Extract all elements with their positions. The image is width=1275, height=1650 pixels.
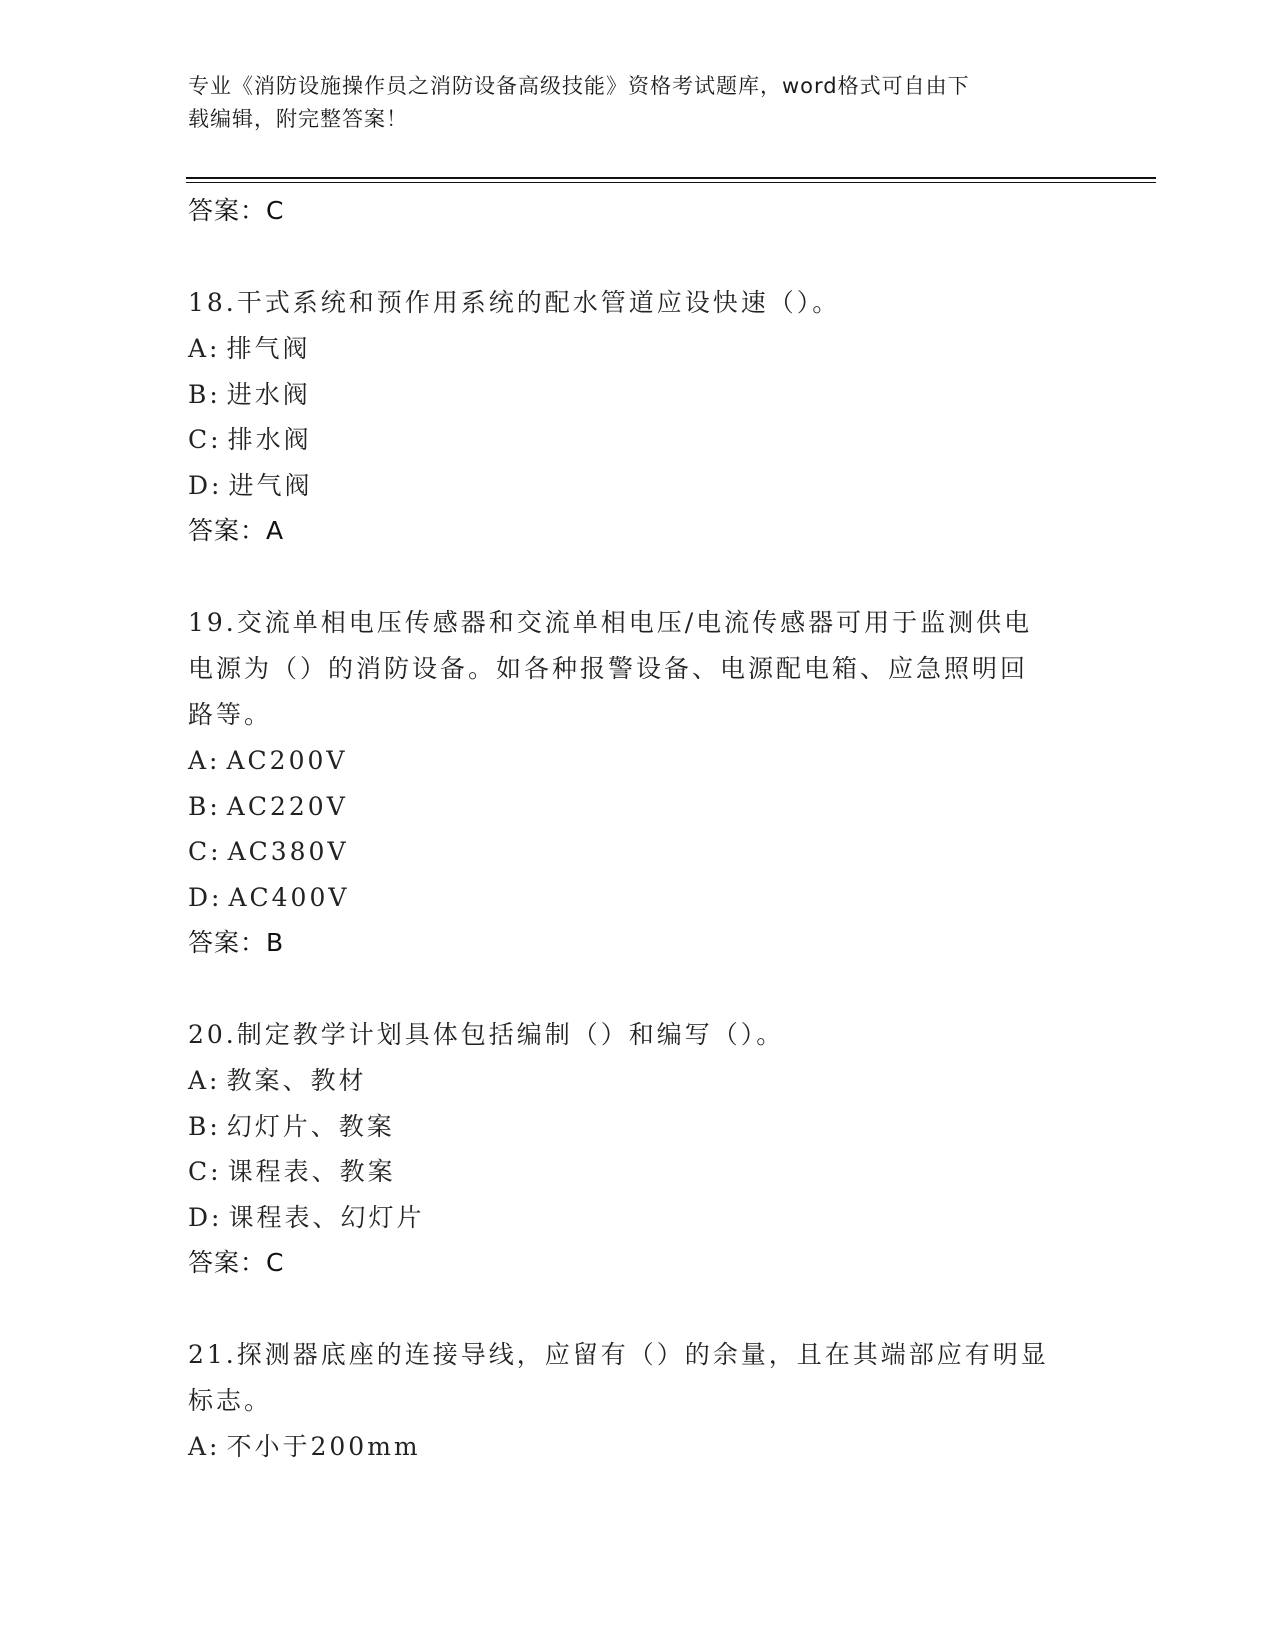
option-letter: D: — [188, 882, 223, 912]
option-letter: D: — [188, 1202, 223, 1232]
option-item — [188, 1104, 1088, 1150]
question-list — [188, 188, 1088, 1470]
answer-line: 答案：A — [188, 516, 285, 545]
option-item — [188, 1195, 1088, 1241]
option-item — [188, 1058, 1088, 1104]
option-letter: C: — [188, 1157, 222, 1186]
option-letter: A: — [188, 1066, 221, 1095]
option-text: 排气阀 — [226, 334, 311, 363]
option-letter: C: — [188, 425, 222, 454]
question-block — [188, 1332, 1088, 1470]
option-text: 课程表、教案 — [227, 1157, 396, 1186]
option-text: 课程表、幻灯片 — [228, 1202, 425, 1232]
option-text: 排水阀 — [227, 425, 312, 454]
option-item — [188, 784, 1088, 830]
option-item — [188, 875, 1088, 921]
option-text: 教案、教材 — [226, 1066, 367, 1095]
question-text-line: 路等。 — [188, 700, 273, 729]
question-block — [188, 1012, 1088, 1286]
option-letter: B: — [188, 791, 221, 821]
option-item — [188, 463, 1088, 509]
option-letter: A: — [188, 746, 221, 775]
option-text: AC380V — [227, 837, 349, 866]
header-divider-thin — [186, 182, 1156, 183]
option-text: 进气阀 — [228, 470, 313, 500]
question-text-line: 19.交流单相电压传感器和交流单相电压/电流传感器可用于监测供电 — [188, 608, 1033, 637]
option-item — [188, 326, 1088, 372]
option-item — [188, 738, 1088, 784]
option-letter: D: — [188, 470, 223, 500]
option-text: 幻灯片、教案 — [226, 1111, 395, 1141]
question-block — [188, 600, 1088, 966]
question-text-line: 18.干式系统和预作用系统的配水管道应设快速（）。 — [188, 288, 841, 317]
question-text-line: 标志。 — [188, 1386, 273, 1415]
question-text-line: 电源为（）的消防设备。如各种报警设备、电源配电箱、应急照明回 — [188, 654, 1029, 683]
option-text: AC220V — [226, 791, 348, 821]
option-text: 进水阀 — [226, 379, 311, 409]
option-letter: A: — [188, 1432, 221, 1461]
answer-line: 答案：B — [188, 928, 285, 957]
option-text: AC400V — [228, 882, 350, 912]
option-item — [188, 372, 1088, 418]
option-item — [188, 1149, 1088, 1195]
header-line-1: 专业《消防设施操作员之消防设备高级技能》资格考试题库，word格式可自由下 — [188, 74, 970, 98]
question-text-line: 21.探测器底座的连接导线，应留有（）的余量，且在其端部应有明显 — [188, 1340, 1049, 1369]
option-letter: B: — [188, 379, 221, 409]
option-letter: C: — [188, 837, 222, 866]
previous-answer: 答案：C — [188, 196, 285, 225]
answer-line: 答案：C — [188, 1248, 285, 1277]
option-letter: A: — [188, 334, 221, 363]
option-text: AC200V — [226, 746, 348, 775]
option-item — [188, 1424, 1088, 1470]
page-header — [188, 70, 1068, 136]
header-line-2: 载编辑，附完整答案！ — [188, 107, 408, 131]
option-letter: B: — [188, 1111, 221, 1141]
option-item — [188, 417, 1088, 463]
question-block — [188, 280, 1088, 554]
header-divider-thick — [186, 177, 1156, 179]
question-text-line: 20.制定教学计划具体包括编制（）和编写（）。 — [188, 1020, 785, 1049]
option-text: 不小于200mm — [226, 1432, 421, 1461]
option-item — [188, 829, 1088, 875]
